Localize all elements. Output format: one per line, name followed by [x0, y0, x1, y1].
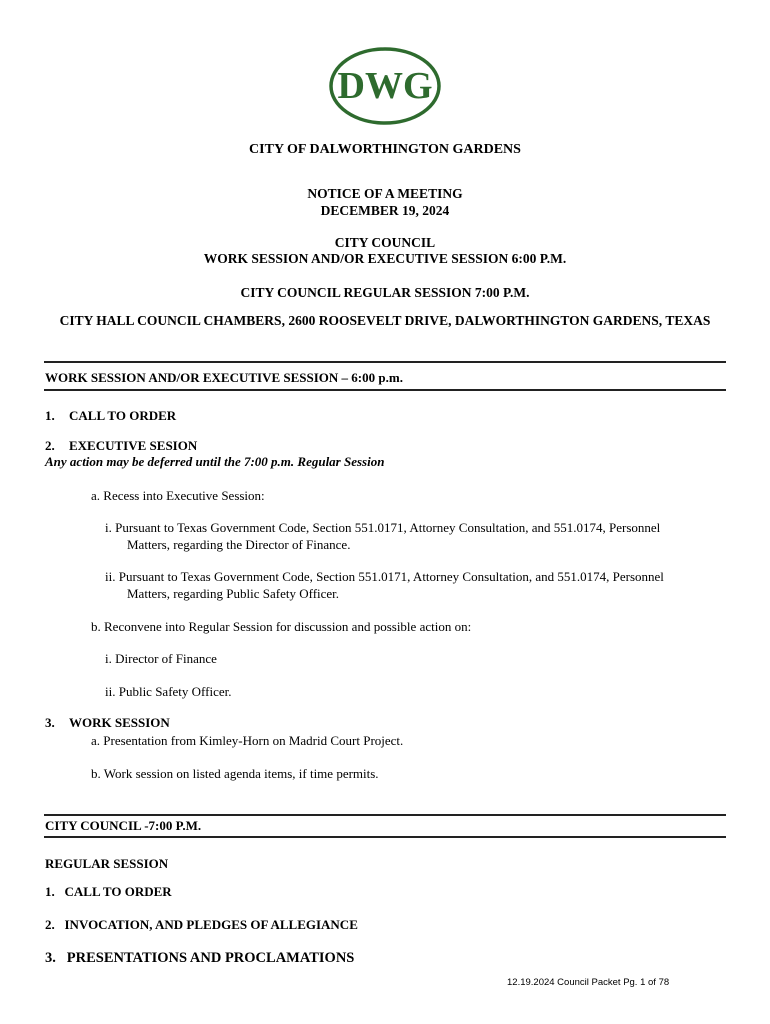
agenda-subitem: ii. Public Safety Officer.: [105, 684, 232, 699]
work-session-heading: WORK SESSION AND/OR EXECUTIVE SESSION – 6:00 p.m.: [45, 370, 403, 385]
meeting-location: CITY HALL COUNCIL CHAMBERS, 2600 ROOSEVELT DRIVE, DALWORTHINGTON GARDENS, TEXAS: [59, 313, 711, 328]
agenda-subitem: b. Work session on listed agenda items, if time permits.: [91, 766, 379, 781]
council-label: CITY COUNCIL: [334, 235, 436, 250]
agenda-subitem: Matters, regarding the Director of Finance.: [127, 537, 351, 552]
city-name: CITY OF DALWORTHINGTON GARDENS: [249, 142, 521, 157]
section-divider: [44, 361, 726, 363]
agenda-subitem: a. Recess into Executive Session:: [91, 488, 265, 503]
logo-text: DWG: [337, 65, 433, 107]
agenda-subitem: a. Presentation from Kimley-Horn on Madrid Court Project.: [91, 733, 404, 748]
agenda-subitem: ii. Pursuant to Texas Government Code, Section 551.0171, Attorney Consultation, and 551.0174, Personnel: [105, 569, 664, 584]
deferral-note: Any action may be deferred until the 7:00 p.m. Regular Session: [45, 454, 385, 469]
agenda-subitem: b. Reconvene into Regular Session for discussion and possible action on:: [91, 619, 472, 634]
item-number: 3.: [45, 715, 55, 730]
meeting-date: DECEMBER 19, 2024: [320, 203, 450, 218]
regular-session-time: CITY COUNCIL REGULAR SESSION 7:00 P.M.: [240, 285, 530, 300]
agenda-subitem: i. Director of Finance: [105, 651, 217, 666]
presentations-item: 3. PRESENTATIONS AND PROCLAMATIONS: [45, 950, 355, 966]
city-seal-logo: [328, 46, 442, 126]
item-number: 2.: [45, 438, 55, 453]
agenda-subitem: Matters, regarding Public Safety Officer.: [127, 586, 340, 601]
invocation-item: 2. INVOCATION, AND PLEDGES OF ALLEGIANCE: [45, 917, 358, 932]
executive-session: EXECUTIVE SESION: [69, 438, 198, 453]
work-session-item: WORK SESSION: [69, 715, 170, 730]
section-divider: [44, 814, 726, 816]
regular-session-label: REGULAR SESSION: [45, 856, 169, 871]
city-council-heading: CITY COUNCIL -7:00 P.M.: [45, 818, 202, 833]
call-to-order: 1. CALL TO ORDER: [45, 884, 172, 899]
item-number: 1.: [45, 408, 55, 423]
section-divider: [44, 389, 726, 391]
call-to-order: CALL TO ORDER: [69, 408, 177, 423]
work-session-time: WORK SESSION AND/OR EXECUTIVE SESSION 6:00 P.M.: [203, 251, 567, 266]
section-divider: [44, 836, 726, 838]
page-footer: 12.19.2024 Council Packet Pg. 1 of 78: [507, 977, 670, 988]
notice-title: NOTICE OF A MEETING: [307, 186, 463, 201]
agenda-subitem: i. Pursuant to Texas Government Code, Section 551.0171, Attorney Consultation, and 551.0174, Personnel: [105, 520, 661, 535]
